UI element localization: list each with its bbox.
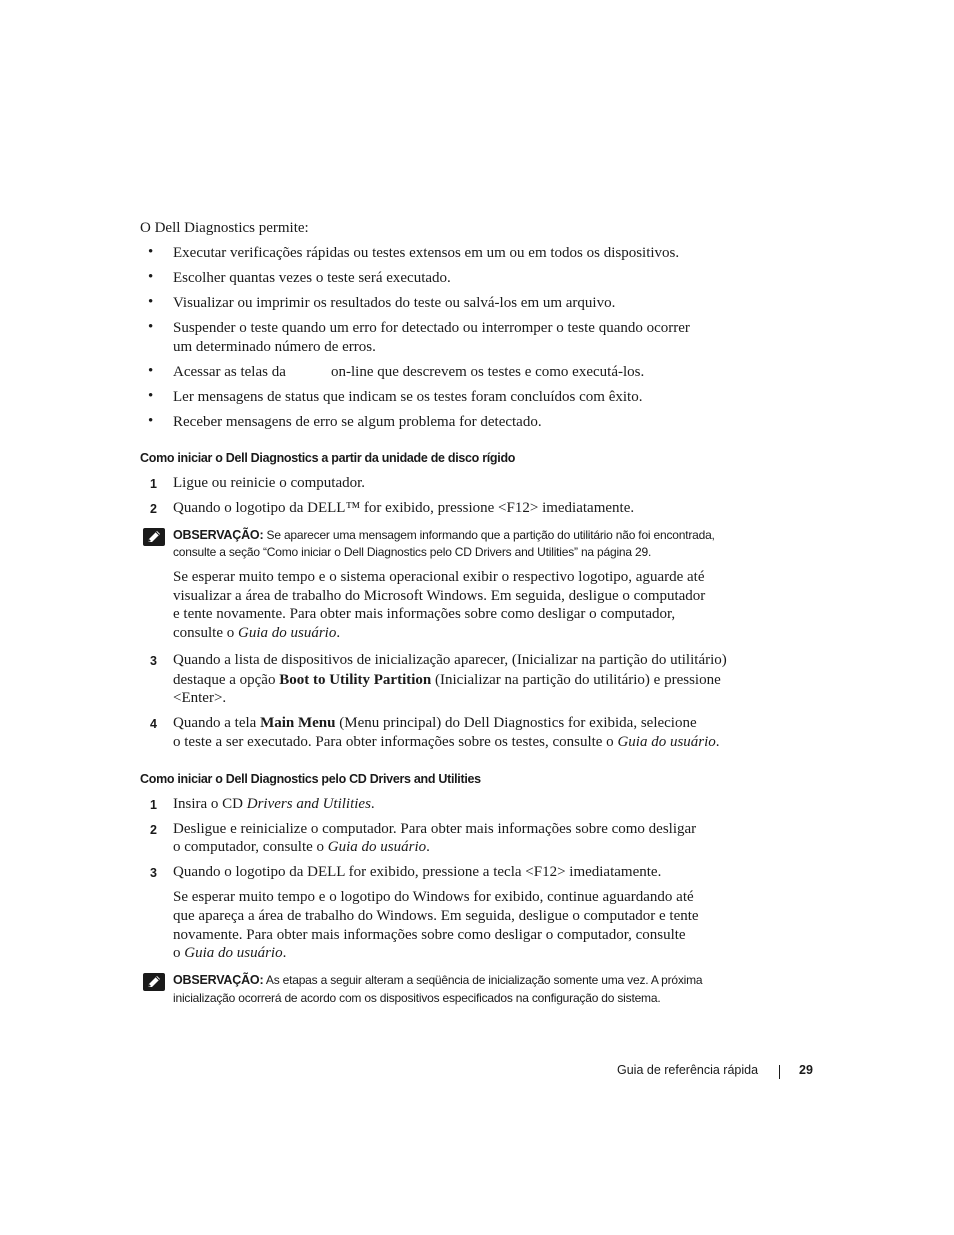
text-run: (Inicializar na partição do utilitário) e pressione (435, 672, 721, 688)
guide-reference: Guia do usuário (327, 839, 427, 855)
menu-name: Main Menu (260, 715, 336, 731)
guide-reference: Guia do usuário (238, 625, 337, 641)
paragraph-line (173, 944, 286, 963)
text-run: destaque a opção (173, 672, 276, 688)
bullet-marker: • (148, 363, 154, 379)
note-line (173, 972, 702, 989)
footer-separator (779, 1065, 780, 1079)
step-text: Desligue e reinicialize o computador. Para obter mais informações sobre como desligar (173, 821, 697, 837)
list-item: Acessar as telas da (173, 364, 286, 380)
text-run: o computador, consulte o (173, 839, 325, 855)
paragraph-line (173, 624, 340, 643)
list-item: Executar verificações rápidas ou testes extensos em um ou em todos os dispositivos. (173, 245, 680, 261)
paragraph-line: visualizar a área de trabalho do Microsoft Windows. Em seguida, desligue o computador (173, 588, 706, 604)
paragraph-line: novamente. Para obter mais informações sobre como desligar o computador, consulte (173, 927, 686, 943)
step-number: 2 (150, 823, 157, 837)
bullet-marker: • (148, 413, 154, 429)
list-item: Escolher quantas vezes o teste será executado. (173, 270, 451, 286)
list-item-continuation: um determinado número de erros. (173, 339, 376, 355)
step-number: 4 (150, 717, 157, 731)
step-number: 1 (150, 477, 157, 491)
note-label: OBSERVAÇÃO: (173, 973, 264, 987)
guide-reference: Guia do usuário (184, 945, 283, 961)
pencil-note-icon (143, 528, 165, 546)
step-number: 3 (150, 866, 157, 880)
bullet-marker: • (148, 388, 154, 404)
step-text: Quando a lista de dispositivos de inicialização aparecer, (Inicializar na partição do utilitário) (173, 652, 727, 668)
step-number: 3 (150, 654, 157, 668)
text-run: Insira o CD (173, 796, 243, 812)
list-item-continuation: on-line que descrevem os testes e como executá-los. (331, 364, 645, 380)
guide-reference: Guia do usuário (617, 734, 716, 750)
bullet-marker: • (148, 319, 154, 335)
option-name: Boot to Utility Partition (279, 672, 432, 688)
paragraph-line: que apareça a área de trabalho do Windows. Em seguida, desligue o computador e tente (173, 908, 699, 924)
text-run: o (173, 945, 181, 961)
step-number: 2 (150, 502, 157, 516)
note-line (173, 527, 715, 544)
note-line: consulte a seção “Como iniciar o Dell Diagnostics pelo CD Drivers and Utilities” na página 29. (173, 545, 652, 559)
text-run: o teste a ser executado. Para obter informações sobre os testes, consulte o (173, 734, 614, 750)
bullet-marker: • (148, 269, 154, 285)
cd-name: Drivers and Utilities (246, 796, 371, 812)
step-number: 1 (150, 798, 157, 812)
paragraph-line: Se esperar muito tempo e o logotipo do Windows for exibido, continue aguardando até (173, 889, 694, 905)
pencil-note-icon (143, 973, 165, 991)
text-run: consulte o (173, 625, 235, 641)
list-item: Ler mensagens de status que indicam se os testes foram concluídos com êxito. (173, 389, 643, 405)
intro-text: O Dell Diagnostics permite: (140, 220, 309, 236)
page-number: 29 (799, 1063, 813, 1077)
note-line: inicialização ocorrerá de acordo com os dispositivos especificados na configuração do sistema. (173, 991, 661, 1005)
note-label: OBSERVAÇÃO: (173, 528, 264, 542)
list-item: Receber mensagens de erro se algum problema for detectado. (173, 414, 542, 430)
text-run: . (370, 796, 375, 812)
step-text (173, 671, 721, 690)
bullet-marker: • (148, 244, 154, 260)
text-run: . (715, 734, 720, 750)
step-text (173, 733, 720, 752)
text-run: . (336, 625, 341, 641)
text-run: . (426, 839, 430, 855)
text-run: . (282, 945, 287, 961)
step-text (173, 838, 430, 857)
list-item: Visualizar ou imprimir os resultados do teste ou salvá-los em um arquivo. (173, 295, 616, 311)
bullet-marker: • (148, 294, 154, 310)
section-heading: Como iniciar o Dell Diagnostics a partir da unidade de disco rígido (140, 451, 516, 465)
footer-title: Guia de referência rápida (617, 1063, 759, 1077)
paragraph-line: Se esperar muito tempo e o sistema operacional exibir o respectivo logotipo, aguarde até (173, 569, 705, 585)
text-run: Quando a tela (173, 715, 257, 731)
note-text: As etapas a seguir alteram a seqüência de inicialização somente uma vez. A próxima (265, 973, 703, 987)
step-text (173, 795, 375, 814)
step-text: Ligue ou reinicie o computador. (173, 475, 366, 491)
note-text: Se aparecer uma mensagem informando que a partição do utilitário não foi encontrada, (266, 528, 715, 542)
step-text: Quando o logotipo da DELL for exibido, pressione a tecla <F12> imediatamente. (173, 864, 662, 880)
section-heading: Como iniciar o Dell Diagnostics pelo CD Drivers and Utilities (140, 772, 481, 786)
step-text: Quando o logotipo da DELL™ for exibido, pressione <F12> imediatamente. (173, 500, 635, 516)
text-run: (Menu principal) do Dell Diagnostics for exibida, selecione (339, 715, 697, 731)
paragraph-line: e tente novamente. Para obter mais informações sobre como desligar o computador, (173, 606, 676, 622)
list-item: Suspender o teste quando um erro for detectado ou interromper o teste quando ocorrer (173, 320, 690, 336)
step-text: <Enter>. (173, 690, 227, 706)
step-text (173, 714, 697, 733)
